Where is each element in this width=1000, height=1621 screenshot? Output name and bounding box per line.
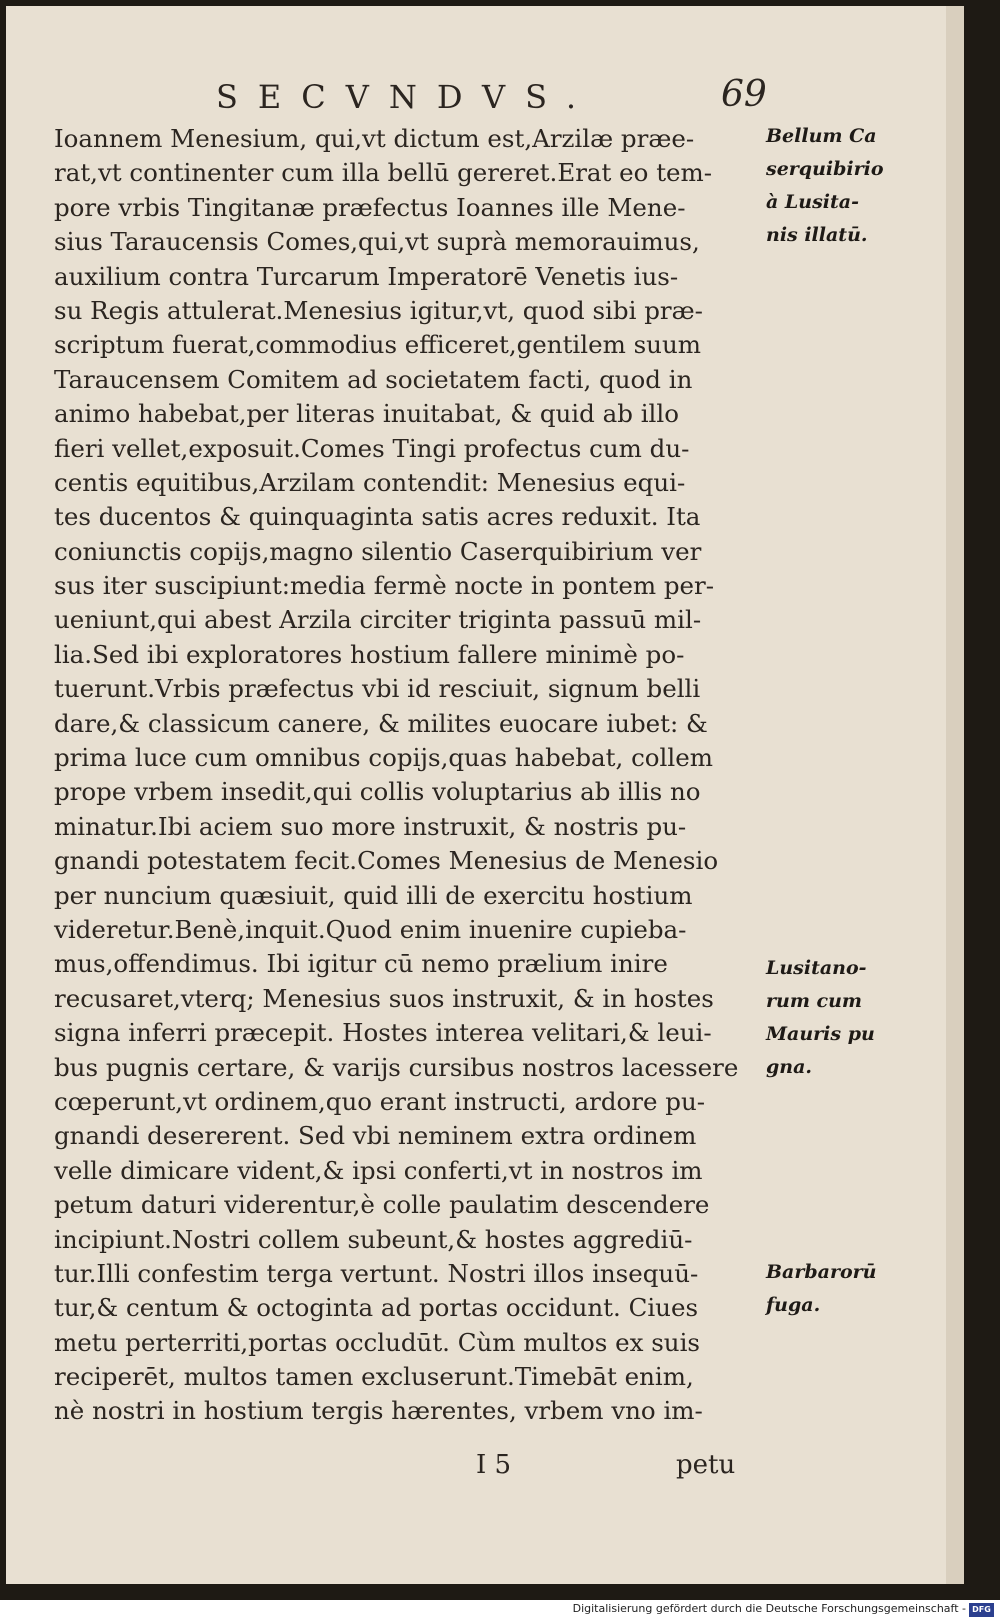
text-line: nè nostri in hostium tergis hærentes, vrbem vno im- bbox=[54, 1396, 703, 1426]
text-line: tuerunt.Vrbis præfectus vbi id resciuit, signum belli bbox=[54, 674, 701, 704]
text-line: videretur.Benè,inquit.Quod enim inuenire cupieba- bbox=[54, 914, 687, 944]
funding-notice: Digitalisierung gefördert durch die Deutsche Forschungsgemeinschaft - bbox=[572, 1602, 966, 1615]
text-line: Taraucensem Comitem ad societatem facti, quod in bbox=[54, 364, 693, 394]
text-line: su Regis attulerat.Menesius igitur,vt, quod sibi præ- bbox=[54, 295, 703, 325]
margin-note-line: nis illatū. bbox=[766, 224, 868, 246]
page-number: 69 bbox=[721, 74, 767, 115]
body-text bbox=[54, 122, 754, 1429]
text-line: auxilium contra Turcarum Imperatorē Venetis ius- bbox=[54, 261, 679, 291]
text-line: per nuncium quæsiuit, quid illi de exercitu hostium bbox=[54, 880, 693, 910]
margin-note-line: Lusitano- bbox=[766, 957, 867, 979]
text-line: metu perterriti,portas occludūt. Cùm multos ex suis bbox=[54, 1327, 700, 1357]
text-line: dare,& classicum canere, & milites euocare iubet: & bbox=[54, 708, 708, 738]
signature-mark: I 5 bbox=[476, 1450, 512, 1480]
text-line: prope vrbem insedit,qui collis voluptarius ab illis no bbox=[54, 777, 701, 807]
margin-note-line: rum cum bbox=[766, 990, 863, 1012]
text-line: prima luce cum omnibus copijs,quas habebat, collem bbox=[54, 743, 713, 773]
text-line: velle dimicare vident,& ipsi conferti,vt in nostros im bbox=[54, 1155, 703, 1185]
margin-note-line: Mauris pu bbox=[766, 1023, 875, 1045]
text-line: centis equitibus,Arzilam contendit: Menesius equi- bbox=[54, 467, 686, 497]
text-line: sus iter suscipiunt:media fermè nocte in pontem per- bbox=[54, 571, 715, 601]
text-line: bus pugnis certare, & varijs cursibus nostros lacessere bbox=[54, 1052, 739, 1082]
page-header bbox=[6, 68, 806, 128]
text-line: scriptum fuerat,commodius efficeret,gentilem suum bbox=[54, 330, 701, 360]
margin-note-line: Bellum Ca bbox=[766, 125, 877, 147]
margin-note-line: à Lusita- bbox=[766, 191, 859, 213]
text-line: gnandi potestatem fecit.Comes Menesius de Menesio bbox=[54, 846, 719, 876]
text-line: minatur.Ibi aciem suo more instruxit, & nostris pu- bbox=[54, 811, 687, 841]
text-line: pore vrbis Tingitanæ præfectus Ioannes ille Mene- bbox=[54, 192, 686, 222]
margin-note-line: Barbarorū bbox=[766, 1261, 877, 1283]
text-line: ueniunt,qui abest Arzila circiter triginta passuū mil- bbox=[54, 605, 702, 635]
text-line: petum daturi viderentur,è colle paulatim descendere bbox=[54, 1190, 710, 1220]
text-line: fieri vellet,exposuit.Comes Tingi profectus cum du- bbox=[54, 433, 690, 463]
margin-note-line: gna. bbox=[766, 1056, 813, 1078]
margin-note bbox=[766, 1256, 916, 1322]
margin-note bbox=[766, 120, 916, 252]
text-line: incipiunt.Nostri collem subeunt,& hostes aggrediū- bbox=[54, 1224, 693, 1254]
dfg-logo: DFG bbox=[969, 1603, 994, 1617]
text-line: coniunctis copijs,magno silentio Caserquibirium ver bbox=[54, 536, 702, 566]
text-line: mus,offendimus. Ibi igitur cū nemo prælium inire bbox=[54, 949, 668, 979]
text-line: sius Taraucensis Comes,qui,vt suprà memorauimus, bbox=[54, 227, 700, 257]
text-line: tur,& centum & octoginta ad portas occidunt. Ciues bbox=[54, 1293, 699, 1323]
margin-note-line: fuga. bbox=[766, 1294, 821, 1316]
text-line: lia.Sed ibi exploratores hostium fallere minimè po- bbox=[54, 639, 685, 669]
catchword: petu bbox=[676, 1450, 736, 1480]
book-page bbox=[6, 6, 964, 1584]
margin-note-line: serquibirio bbox=[766, 158, 884, 180]
text-line: rat,vt continenter cum illa bellū gereret.Erat eo tem- bbox=[54, 158, 713, 188]
signature-line bbox=[476, 1450, 776, 1490]
running-title: SECVNDVS. bbox=[216, 78, 597, 116]
footer-bar bbox=[0, 1600, 1000, 1621]
text-line: reciperēt, multos tamen excluserunt.Timebāt enim, bbox=[54, 1362, 694, 1392]
text-line: recusaret,vterq; Menesius suos instruxit, & in hostes bbox=[54, 983, 714, 1013]
text-line: tes ducentos & quinquaginta satis acres reduxit. Ita bbox=[54, 502, 701, 532]
text-line: Ioannem Menesium, qui,vt dictum est,Arzilæ præe- bbox=[54, 124, 695, 153]
text-line: signa inferri præcepit. Hostes interea velitari,& leui- bbox=[54, 1018, 712, 1048]
margin-note bbox=[766, 952, 916, 1084]
text-line: cœperunt,vt ordinem,quo erant instructi, ardore pu- bbox=[54, 1086, 706, 1116]
text-line: tur.Illi confestim terga vertunt. Nostri illos insequū- bbox=[54, 1258, 699, 1288]
text-line: gnandi desererent. Sed vbi neminem extra ordinem bbox=[54, 1121, 697, 1151]
text-line: animo habebat,per literas inuitabat, & quid ab illo bbox=[54, 399, 679, 429]
